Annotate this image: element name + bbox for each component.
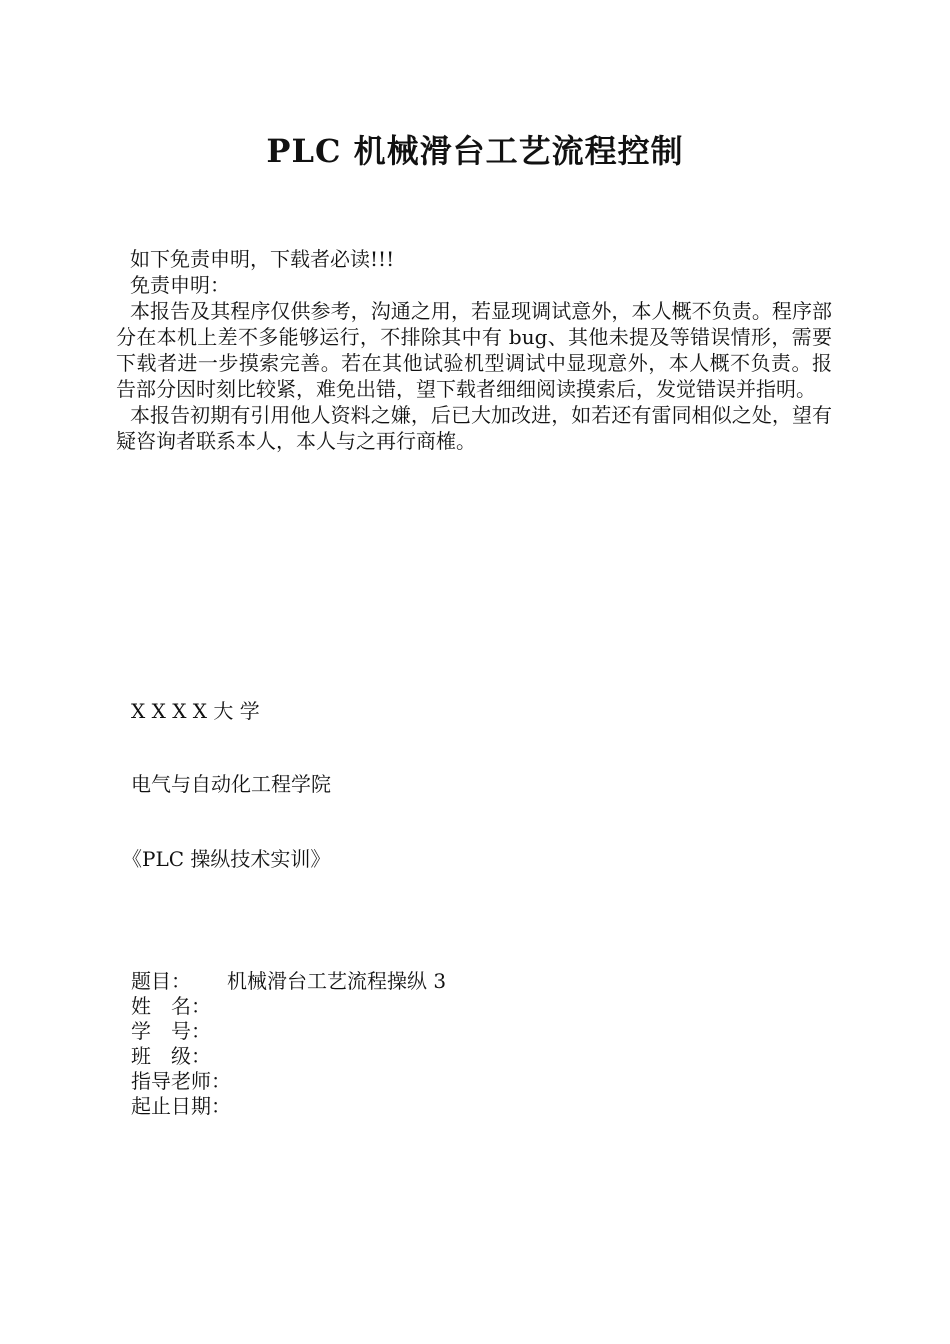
dates-label: 起止日期： [131, 1094, 231, 1118]
student-id-row [131, 1019, 446, 1044]
class-label: 班 级： [131, 1044, 211, 1068]
student-info-block [131, 969, 446, 1119]
disclaimer-paragraph-1: 本报告及其程序仅供参考，沟通之用，若显现调试意外，本人概不负责。程序部分在本机上差不多能够运行，不排除其中有 bug、其他未提及等错误情形，需要下载者进一步摸索完善。若在其他试验机型调试中显现意外，本人概不负责。报告部分因时刻比较紧，难免出错，望下载者细细阅读摸索后，发觉错误并指明。 [116, 299, 832, 401]
name-label: 姓 名： [131, 994, 211, 1018]
document-title: PLC 机械滑台工艺流程控制 [266, 132, 684, 170]
advisor-label: 指导老师： [131, 1069, 231, 1093]
disclaimer-heading: 如下免责申明，下载者必读!!! [130, 247, 395, 271]
class-row [131, 1044, 446, 1069]
disclaimer-section [116, 246, 832, 454]
course-name: 《PLC 操纵技术实训》 [122, 847, 331, 871]
name-row [131, 994, 446, 1019]
topic-row [131, 969, 446, 994]
school-name: 电气与自动化工程学院 [131, 772, 331, 796]
dates-row [131, 1094, 446, 1119]
topic-label: 题目： [131, 969, 191, 993]
topic-value: 机械滑台工艺流程操纵 3 [227, 969, 447, 993]
university-name: X X X X 大 学 [131, 699, 260, 723]
disclaimer-paragraph-2: 本报告初期有引用他人资料之嫌，后已大加改进，如若还有雷同相似之处，望有疑咨询者联系本人，本人与之再行商榷。 [116, 403, 832, 453]
advisor-row [131, 1069, 446, 1094]
disclaimer-subheading: 免责申明： [130, 273, 230, 297]
student-id-label: 学 号： [131, 1019, 211, 1043]
